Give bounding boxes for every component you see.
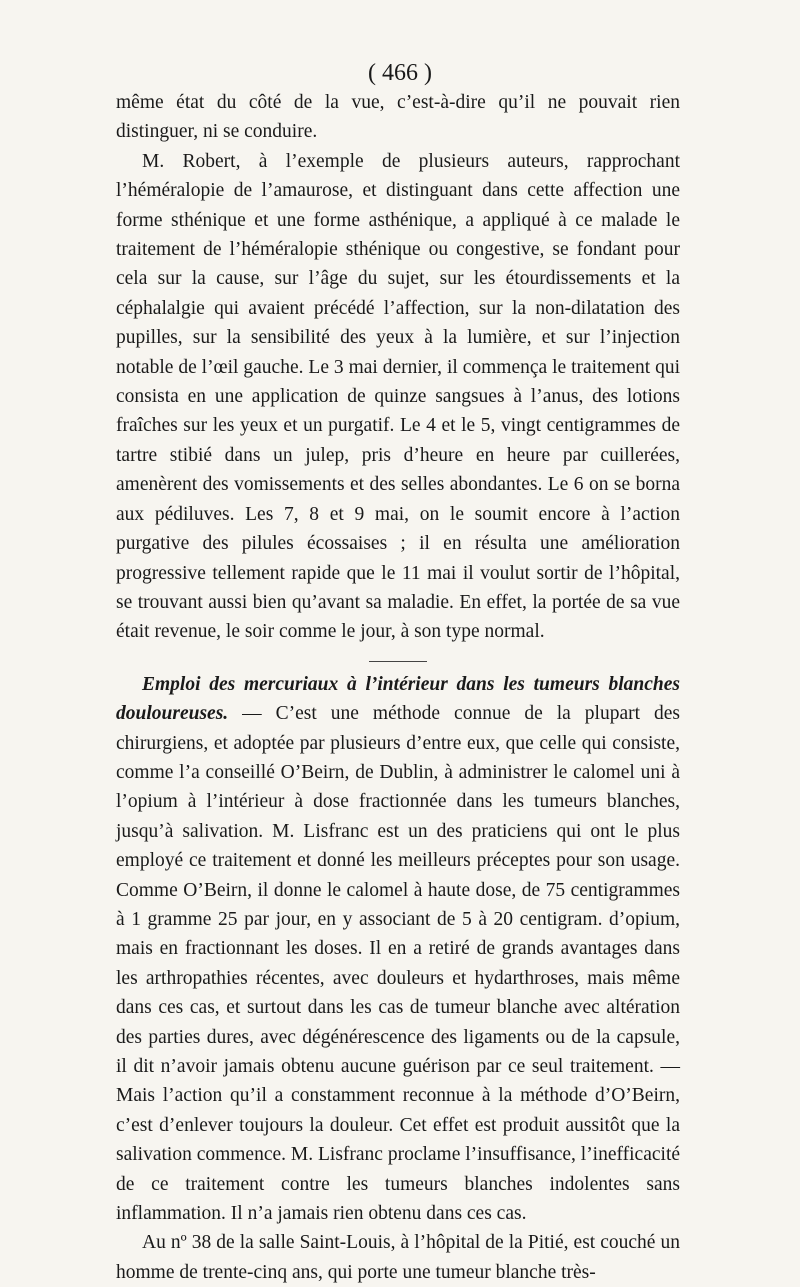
paragraph-robert-case: M. Robert, à l’exemple de plusieurs auteurs, rapprochant l’héméralopie de l’amaurose, et distinguant dans cette affection une forme sthénique et une forme asthénique, a appliqué à ce malade le traitement de l’héméralopie sthénique ou congestive, se fondant pour cela sur la cause, sur l’âge du sujet, sur les étourdissements et la céphalalgie qui avaient précédé l’affection, sur la non-dilatation des pupilles, sur la sensibilité des yeux à la lumière, et sur l’injection notable de l’œil gauche. Le 3 mai dernier, il commença le traitement qui consista en une application de quinze sangsues à l’anus, des lotions fraîches sur les yeux et un purgatif. Le 4 et le 5, vingt centigrammes de tartre stibié dans un julep, pris d’heure en heure par cuillerées, amenèrent des vomissements et des selles abondantes. Le 6 on se borna aux pédiluves. Les 7, 8 et 9 mai, on le soumit encore à l’action purgative des pilules écossaises ; il en résulta une amélioration progressive tellement rapide que le 11 mai il voulut sortir de l’hôpital, se trouvant aussi bien qu’avant sa maladie. En effet, la portée de sa vue était revenue, le soir comme le jour, à son type normal. (116, 150, 680, 643)
paragraph-last: Au nº 38 de la salle Saint-Louis, à l’hôpital de la Pitié, est couché un homme de trente-cinq ans, qui porte une tumeur blanche très- (116, 1232, 680, 1283)
paragraph-continuation: même état du côté de la vue, c’est-à-dire qu’il ne pouvait rien distinguer, ni se conduire. (116, 92, 680, 143)
section-paragraph (116, 670, 680, 1229)
section-divider (369, 661, 427, 662)
section-title: Emploi des mercuriaux à l’intérieur dans les tumeurs blanches douloureuses. (116, 673, 680, 725)
page-number: ( 466 ) (368, 60, 432, 86)
page-text (116, 88, 680, 1287)
section-body: — C’est une méthode connue de la plupart des chirurgiens, et adoptée par plusieurs d’entre eux, que celle qui consiste, comme l’a conseillé O’Beirn, de Dublin, à administrer le calomel uni à l’opium à l’intérieur à dose fractionnée dans les tumeurs blanches, jusqu’à salivation. M. Lisfranc est un des praticiens qui ont le plus employé ce traitement et donné les meilleurs préceptes pour son usage. Comme O’Beirn, il donne le calomel à haute dose, de 75 centigrammes à 1 gramme 25 par jour, en y associant de 5 à 20 centigram. d’opium, mais en fractionnant les doses. Il en a retiré de grands avantages dans les arthropathies récentes, avec douleurs et hydarthroses, mais même dans ces cas, et surtout dans les cas de tumeur blanche avec altération des parties dures, avec dégénérescence des ligaments ou de la capsule, il dit n’avoir jamais obtenu aucune guérison par ce seul traitement. — Mais l’action qu’il a constamment reconnue à la méthode d’O’Beirn, c’est d’enlever toujours la douleur. Cet effet est produit aussitôt que la salivation commence. M. Lisfranc proclame l’insuffisance, l’inefficacité de ce traitement contre les tumeurs blanches indolentes sans inflammation. Il n’a jamais rien obtenu dans ces cas. (116, 703, 681, 1225)
